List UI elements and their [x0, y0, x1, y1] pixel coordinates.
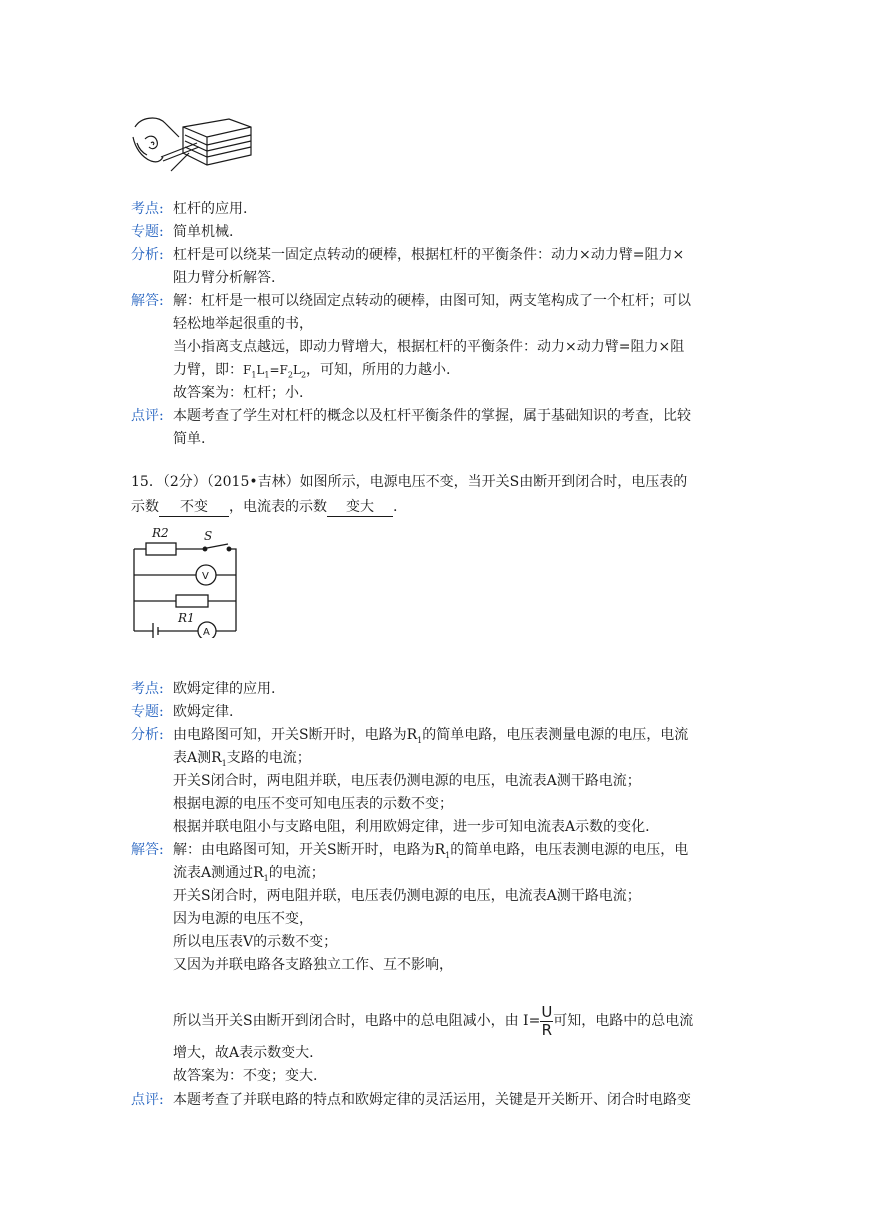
q15-fenxi-line2 [173, 748, 311, 768]
q15-jieda-line7-a: 所以当开关S由断开到闭合时，电路中的总电阻减小，由 I= [173, 1013, 541, 1029]
label-kaodian: 考点: [131, 201, 164, 217]
q15-fenxi-line5: 根据并联电阻小与支路电阻，利用欧姆定律，进一步可知电流表A示数的变化. [173, 819, 650, 835]
q15-fenxi-line2-rest: 支路的电流； [226, 750, 311, 766]
subscript: 1 [445, 850, 451, 860]
q15-jieda-line3: 开关S闭合时，两电阻并联，电压表仍测电源的电压，电流表A测干路电流； [173, 888, 641, 904]
q15-stem-line1: 15．（2分）（2015•吉林）如图所示，电源电压不变，当开关S由断开到闭合时，电压表的 [131, 474, 688, 490]
q15-stem-c: . [393, 499, 398, 515]
subscript: 1 [417, 735, 423, 745]
subscript: 1 [263, 873, 269, 883]
q15-fenxi-line1-rest: 的简单电路，电压表测量电源的电压，电流 [422, 727, 689, 743]
label-r2: R2 [152, 526, 169, 540]
q14-kaodian: 杠杆的应用. [173, 201, 248, 217]
q14-jieda-line4 [173, 360, 450, 380]
q15-dianping-line1: 本题考查了并联电路的特点和欧姆定律的灵活运用，关键是开关断开、闭合时电路变 [173, 1092, 691, 1108]
label-zhuanti-2: 专题: [131, 704, 164, 720]
q15-fenxi-line1 [173, 725, 688, 745]
q14-jieda-line4-a: 力臂，即： [173, 362, 243, 378]
q15-jieda-line4: 因为电源的电压不变， [173, 911, 313, 927]
label-jieda-2: 解答: [131, 842, 164, 858]
battery [153, 623, 158, 638]
q15-fenxi-line4: 根据电源的电压不变可知电压表的示数不变； [173, 796, 453, 812]
q15-jieda-line5: 所以电压表V的示数不变； [173, 934, 338, 950]
q14-jieda-line1: 解：杠杆是一根可以绕固定点转动的硬棒，由图可知，两支笔构成了一个杠杆；可以 [173, 293, 691, 309]
q14-jieda-line5: 故答案为：杠杆；小. [173, 385, 304, 401]
ohm-fraction [540, 1004, 553, 1039]
q15-jieda-line2 [173, 863, 325, 883]
label-v: V [202, 571, 209, 582]
q15-jieda-line1-rest: 的简单电路，电压表测电源的电压，电 [450, 842, 689, 858]
q15-jieda-line6: 又因为并联电路各支路独立工作、互不影响， [173, 957, 453, 973]
answer-blank-1: 不变 [159, 498, 229, 517]
q15-kaodian: 欧姆定律的应用. [173, 681, 276, 697]
switch-s [207, 544, 228, 548]
label-zhuanti: 专题: [131, 224, 164, 240]
label-dianping-2: 点评: [131, 1092, 164, 1108]
q14-fenxi-line1: 杠杆是可以绕某一固定点转动的硬棒，根据杠杆的平衡条件：动力×动力臂=阻力× [173, 247, 685, 263]
label-r1: R1 [178, 611, 195, 625]
q15-stem-a: 示数 [131, 499, 159, 515]
q14-jieda-line2: 轻松地举起很重的书， [173, 316, 313, 332]
q15-jieda-line8: 增大，故A表示数变大. [173, 1045, 314, 1061]
answer-blank-2: 变大 [327, 498, 393, 517]
lever-books-illustration [131, 113, 256, 175]
subscript: 1 [221, 758, 227, 768]
fraction-denominator: R [541, 1020, 553, 1039]
q15-jieda-line1-a: 解：由电路图可知，开关S断开时，电路为R [173, 842, 446, 858]
lever-formula: $F_1L_1=F_2L_2$ [243, 363, 307, 380]
fraction-numerator: U [541, 1002, 553, 1021]
q15-jieda-line7 [173, 1002, 693, 1040]
q14-dianping-line1: 本题考查了学生对杠杆的概念以及杠杆平衡条件的掌握，属于基础知识的考查，比较 [173, 408, 691, 424]
q14-fenxi-line2: 阻力臂分析解答. [173, 270, 276, 286]
q14-jieda-line3: 当小指离支点越远，即动力臂增大，根据杠杆的平衡条件：动力×动力臂=阻力×阻 [173, 339, 685, 355]
q14-zhuanti: 简单机械. [173, 224, 234, 240]
resistor-r2 [146, 543, 176, 555]
q15-jieda-line7-b: 可知，电路中的总电流 [553, 1013, 694, 1029]
q15-jieda-line2-rest: 的电流； [268, 865, 325, 881]
q15-zhuanti: 欧姆定律. [173, 704, 234, 720]
q15-stem-b: ，电流表的示数 [229, 499, 327, 515]
label-a: A [203, 627, 210, 638]
label-kaodian-2: 考点: [131, 681, 164, 697]
label-jieda: 解答: [131, 293, 164, 309]
label-fenxi: 分析: [131, 247, 164, 263]
q15-jieda-line1 [173, 840, 688, 860]
q15-fenxi-line2-a: 表A测R [173, 750, 222, 766]
label-s: S [204, 529, 213, 543]
resistor-r1 [176, 595, 208, 607]
q15-jieda-line9: 故答案为：不变；变大. [173, 1068, 318, 1084]
label-fenxi-2: 分析: [131, 727, 164, 743]
q14-dianping-line2: 简单. [173, 431, 206, 447]
q15-jieda-line2-a: 流表A测通过R [173, 865, 264, 881]
q15-fenxi-line1-a: 由电路图可知，开关S断开时，电路为R [173, 727, 418, 743]
q15-fenxi-line3: 开关S闭合时，两电阻并联，电压表仍测电源的电压，电流表A测干路电流； [173, 773, 641, 789]
q15-stem-line2 [131, 497, 397, 517]
q14-jieda-line4-rest: ，可知，所用的力越小. [306, 362, 451, 378]
circuit-diagram [128, 523, 243, 638]
label-dianping: 点评: [131, 408, 164, 424]
